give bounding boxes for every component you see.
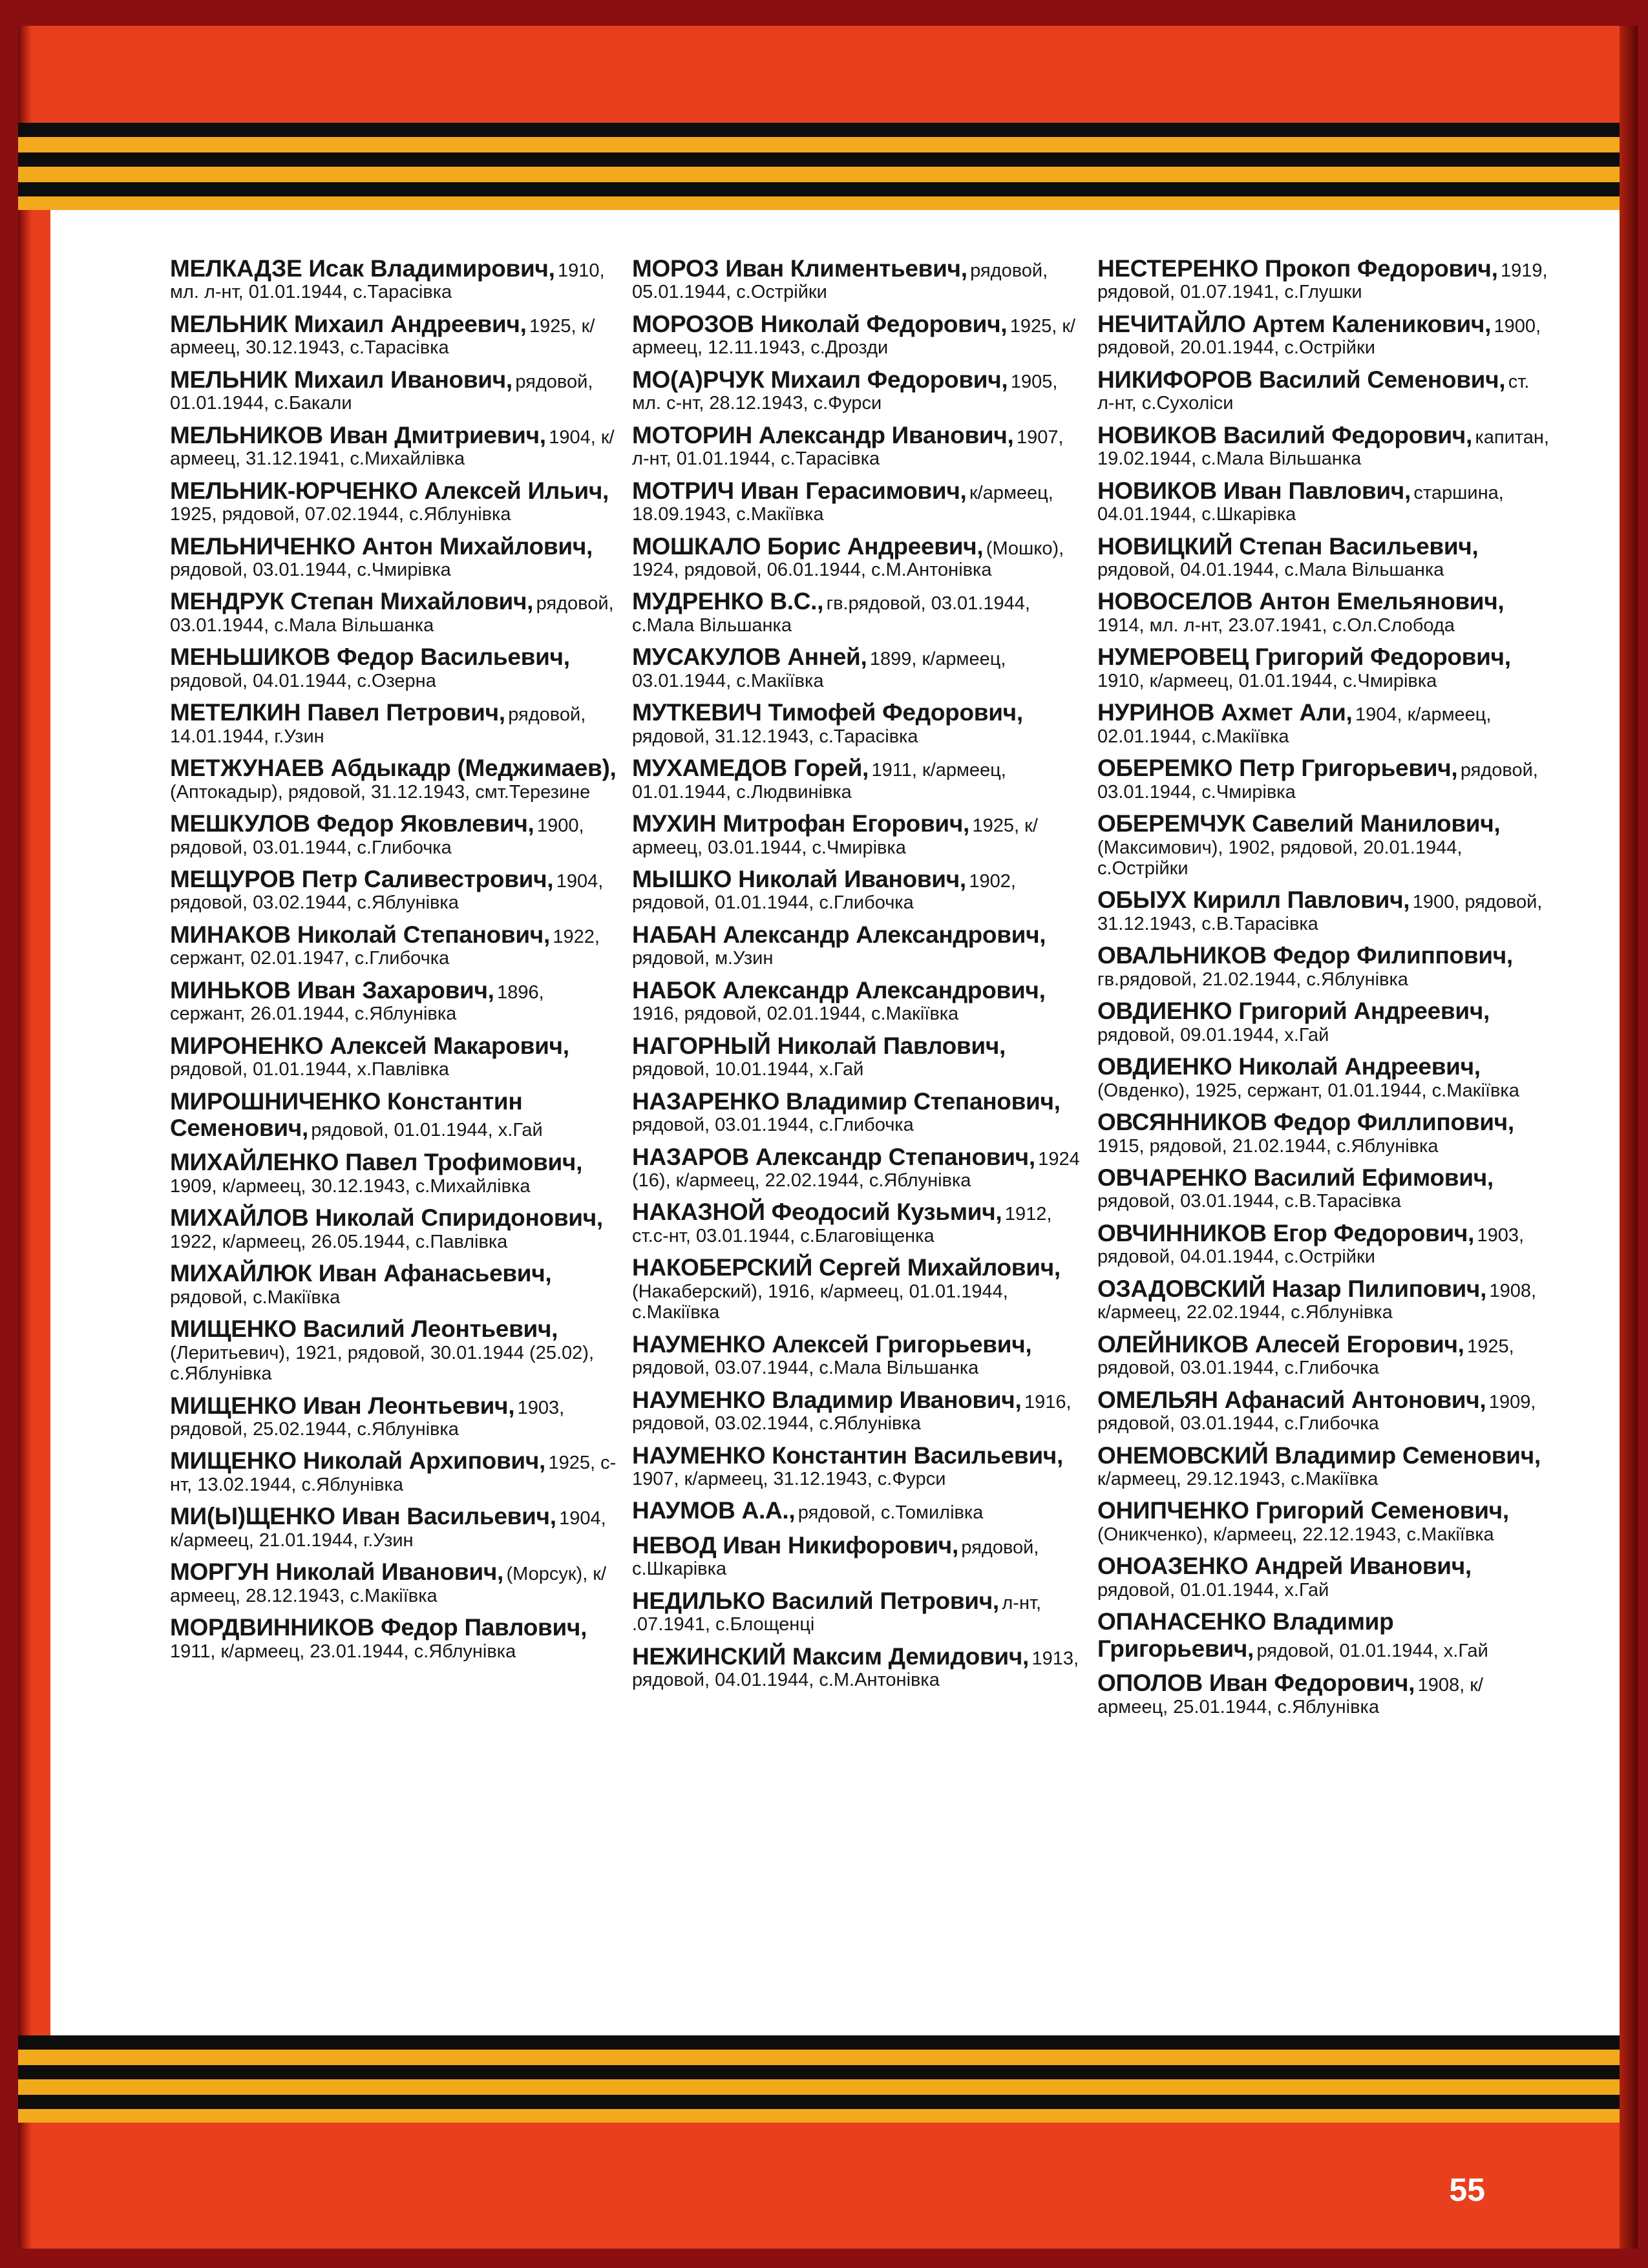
entry-details: рядовой, 05.01.1944, с.Острійки [632,260,1048,303]
entry-name: НАУМЕНКО Константин Васильевич, [632,1442,1063,1469]
list-item [1097,1331,1550,1379]
entry-name: НУМЕРОВЕЦ Григорий Федорович, [1097,644,1511,671]
list-item [1097,644,1550,691]
list-item [170,921,622,969]
list-item [170,1204,622,1252]
entry-name: ОНЕМОВСКИЙ Владимир Семенович, [1097,1442,1541,1469]
entry-details: 1912, ст.с-нт, 03.01.1944, с.Благовіщенка [632,1204,1052,1246]
list-item [1097,998,1550,1045]
entry-name: МОТРИЧ Иван Герасимович, [632,477,967,504]
page-number: 55 [1449,2172,1485,2208]
entry-details: рядовой, 03.01.1944, с.В.Тарасівка [1097,1191,1401,1212]
entry-name: МИХАЙЛОВ Николай Спиридонович, [170,1204,603,1232]
entry-name: МОРГУН Николай Иванович, [170,1559,503,1586]
entry-details: рядовой, 04.01.1944, с.Мала Вільшанка [1097,559,1444,580]
entry-details: (Оникченко), к/армеец, 22.12.1943, с.Макіївка [1097,1524,1494,1545]
entry-details: 1925, к/армеец, 12.11.1943, с.Дрозди [632,315,1076,359]
list-item [1097,311,1550,359]
entry-name: МОТОРИН Александр Иванович, [632,421,1014,448]
entry-name: МЕЩУРОВ Петр Саливестрович, [170,865,554,892]
entry-details: рядовой, с.Томилівка [798,1502,984,1524]
entry-details: 1909, к/армеец, 30.12.1943, с.Михайлівка [170,1175,531,1197]
list-item [632,1254,1084,1323]
list-item [1097,887,1550,934]
list-item [632,644,1084,691]
list-item [1097,1387,1550,1434]
entry-details: 1924 (16), к/армеец, 22.02.1944, с.Яблунівка [632,1148,1080,1191]
entry-details: 1900, рядовой, 31.12.1943, с.В.Тарасівка [1097,892,1543,934]
entry-details: рядовой, с.Шкарівка [632,1537,1039,1580]
list-item [632,422,1084,470]
list-item [170,422,622,470]
list-item [632,1532,1084,1580]
entry-details: 1925, к/армеец, 03.01.1944, с.Чмирівка [632,815,1038,858]
entry-name: МИХАЙЛЕНКО Павел Трофимович, [170,1149,583,1176]
entry-name: НАКАЗНОЙ Феодосий Кузьмич, [632,1199,1002,1226]
entry-name: ОБЕРЕМЧУК Савелий Манилович, [1097,810,1501,837]
entry-name: МЕЛЬНИЧЕНКО Антон Михайлович, [170,532,593,560]
entry-name: МИЩЕНКО Василий Леонтьевич, [170,1316,558,1343]
entry-details: рядовой, 03.01.1944, с.Глибочка [632,1115,914,1136]
entry-details: (Морсук), к/армеец, 28.12.1943, с.Макіївка [170,1564,607,1606]
list-item [170,1088,622,1142]
list-item [632,255,1084,303]
entry-details: рядовой, 01.01.1944, с.Бакали [170,371,593,414]
entry-details: рядовой, 03.01.1944, с.Чмирівка [170,559,451,580]
entry-details: рядовой, 04.01.1944, с.Озерна [170,670,436,691]
entry-name: МЕЛЬНИК Михаил Иванович, [170,366,512,393]
list-item [1097,533,1550,581]
list-item [1097,1608,1550,1662]
entry-name: МИНАКОВ Николай Степанович, [170,921,550,948]
entry-details: рядовой, 01.01.1944, х.Павлівка [170,1059,449,1080]
list-item [632,311,1084,359]
entry-name: НАУМЕНКО Владимир Иванович, [632,1386,1022,1413]
entry-details: 1922, к/армеец, 26.05.1944, с.Павлівка [170,1231,508,1252]
entry-name: МУХАМЕДОВ Горей, [632,755,869,782]
entry-name: МУСАКУЛОВ Анней, [632,644,867,671]
entry-name: НЕЖИНСКИЙ Максим Демидович, [632,1643,1030,1670]
entry-details: рядовой, 10.01.1944, х.Гай [632,1059,864,1080]
entry-name: МЕНЬШИКОВ Федор Васильевич, [170,644,570,671]
entry-name: МЕШКУЛОВ Федор Яковлевич, [170,810,534,837]
entry-name: МЕЛЬНИК Михаил Андреевич, [170,310,527,337]
entry-details: 1919, рядовой, 01.07.1941, с.Глушки [1097,260,1548,303]
list-item [170,1316,622,1384]
entry-name: МИХАЙЛЮК Иван Афанасьевич, [170,1260,552,1287]
list-item [632,1088,1084,1136]
list-item [170,533,622,581]
entry-details: 1910, мл. л-нт, 01.01.1944, с.Тарасівка [170,260,605,303]
list-item [1097,755,1550,803]
ribbon-top [18,123,1620,210]
entry-name: МОРОЗОВ Николай Федорович, [632,310,1008,337]
entry-details: рядовой, 03.07.1944, с.Мала Вільшанка [632,1358,979,1379]
list-item [1097,422,1550,470]
entry-details: ст. л-нт, с.Сухоліси [1097,371,1530,414]
entry-name: НОВИКОВ Иван Павлович, [1097,477,1411,504]
list-item [632,977,1084,1025]
entry-name: НИКИФОРОВ Василий Семенович, [1097,366,1506,393]
entry-details: к/армеец, 29.12.1943, с.Макіївка [1097,1468,1379,1489]
entry-name: НАУМЕНКО Алексей Григорьевич, [632,1330,1032,1358]
list-item [1097,1553,1550,1601]
entry-details: 1909, рядовой, 03.01.1944, с.Глибочка [1097,1391,1536,1434]
list-item [170,755,622,803]
entry-name: НАБОК Александр Александрович, [632,976,1046,1003]
list-item [170,977,622,1025]
list-item [170,1503,622,1551]
ribbon-bottom [18,2035,1620,2123]
entry-details: рядовой, 14.01.1944, г.Узин [170,704,586,747]
entry-name: МЫШКО Николай Иванович, [632,865,966,892]
entry-details: (Накаберский), 1916, к/армеец, 01.01.1944, с.Макіївка [632,1281,1008,1323]
list-item [1097,1220,1550,1268]
entry-details: гв.рядовой, 03.01.1944, с.Мала Вільшанка [632,593,1030,636]
entry-name: НЕЧИТАЙЛО Артем Каленикович, [1097,310,1492,337]
entry-details: 1900, рядовой, 20.01.1944, с.Острійки [1097,315,1541,359]
entry-name: МОШКАЛО Борис Андреевич, [632,532,984,560]
entry-name: НУРИНОВ Ахмет Али, [1097,699,1353,726]
entry-details: 1907, л-нт, 01.01.1944, с.Тарасівка [632,426,1064,470]
entry-name: МЕЛЬНИКОВ Иван Дмитриевич, [170,421,546,448]
entry-details: 1925, рядовой, 03.01.1944, с.Глибочка [1097,1336,1514,1379]
list-item [632,366,1084,414]
list-item [632,478,1084,525]
entry-name: МИНЬКОВ Иван Захарович, [170,976,494,1003]
list-item [632,1199,1084,1246]
entry-details: рядовой, 01.01.1944, х.Гай [1097,1579,1329,1601]
list-item [632,1033,1084,1080]
list-item [1097,1670,1550,1717]
list-item [170,366,622,414]
entry-details: 1913, рядовой, 04.01.1944, с.М.Антонівка [632,1648,1079,1691]
entry-name: ОВЧИННИКОВ Егор Федорович, [1097,1219,1475,1246]
entry-name: МИЩЕНКО Николай Архипович, [170,1447,546,1475]
list-item [1097,942,1550,990]
entry-name: НАЗАРОВ Александр Степанович, [632,1143,1035,1170]
list-item [632,699,1084,747]
list-item [1097,255,1550,303]
entry-name: НЕСТЕРЕНКО Прокоп Федорович, [1097,255,1498,282]
entry-name: НОВИЦКИЙ Степан Васильевич, [1097,532,1479,560]
list-item [170,866,622,914]
list-item [170,588,622,636]
list-item [632,1144,1084,1192]
entry-name: НАУМОВ А.А., [632,1497,796,1524]
list-item [632,588,1084,636]
entry-name: НЕДИЛЬКО Василий Петрович, [632,1587,999,1614]
entry-details: 1900, рядовой, 03.01.1944, с.Глибочка [170,815,584,858]
list-item [170,255,622,303]
page [18,26,1620,2249]
list-item [170,478,622,525]
entry-name: МЕТЖУНАЕВ Абдыкадр (Меджимаев), [170,755,617,782]
entry-details: 1905, мл. с-нт, 28.12.1943, с.Фурси [632,371,1058,414]
entry-name: ОБЕРЕМКО Петр Григорьевич, [1097,755,1458,782]
entry-details: 1925, к/армеец, 30.12.1943, с.Тарасівка [170,315,595,359]
entry-name: МО(А)РЧУК Михаил Федорович, [632,366,1008,393]
list-item [1097,1276,1550,1323]
entry-name: МИРОНЕНКО Алексей Макарович, [170,1032,569,1059]
entry-name: НАБАН Александр Александрович, [632,921,1046,948]
entry-details: гв.рядовой, 21.02.1944, с.Яблунівка [1097,969,1408,990]
entry-name: МУХИН Митрофан Егорович, [632,810,970,837]
list-item [1097,588,1550,636]
entry-details: 1902, рядовой, 01.01.1944, с.Глибочка [632,870,1016,914]
entry-name: НАКОБЕРСКИЙ Сергей Михайлович, [632,1254,1061,1281]
column-1 [170,255,622,1670]
list-item [1097,1164,1550,1212]
entry-details: рядовой, м.Узин [632,948,774,969]
entry-name: МУТКЕВИЧ Тимофей Федорович, [632,699,1023,726]
entry-details: 1904, к/армеец, 02.01.1944, с.Макіївка [1097,704,1492,747]
entry-details: (Мошко), 1924, рядовой, 06.01.1944, с.М.Антонівка [632,538,1064,580]
list-item [632,866,1084,914]
entry-name: НОВОСЕЛОВ Антон Емельянович, [1097,588,1505,615]
list-item [170,1559,622,1606]
entry-details: 1916, рядовой, 02.01.1944, с.Макіївка [632,1003,959,1025]
entry-details: (Овденко), 1925, сержант, 01.01.1944, с.Макіївка [1097,1080,1519,1101]
entry-details: 1925, рядовой, 07.02.1944, с.Яблунівка [170,504,511,525]
entry-name: ОВДИЕНКО Григорий Андреевич, [1097,998,1490,1025]
entry-name: НОВИКОВ Василий Федорович, [1097,421,1472,448]
list-item [632,755,1084,803]
entry-name: ОПАНАСЕНКО Владимир Григорьевич, [1097,1608,1394,1662]
entry-name: МЕЛКАДЗЕ Исак Владимирович, [170,255,555,282]
entry-details: 1908, к/армеец, 25.01.1944, с.Яблунівка [1097,1675,1483,1717]
entry-details: 1910, к/армеец, 01.01.1944, с.Чмирівка [1097,670,1437,691]
entry-details: рядовой, 03.01.1944, с.Мала Вільшанка [170,593,614,636]
entry-details: 1907, к/армеец, 31.12.1943, с.Фурси [632,1468,946,1489]
list-item [170,644,622,691]
entry-details: рядовой, 09.01.1944, х.Гай [1097,1024,1329,1045]
list-item [632,1643,1084,1691]
entry-name: ОВСЯННИКОВ Федор Филлипович, [1097,1109,1514,1136]
entry-details: 1904, к/армеец, 31.12.1941, с.Михайлівка [170,426,615,470]
entry-details: 1922, сержант, 02.01.1947, с.Глибочка [170,926,600,969]
entry-name: ОВДИЕНКО Николай Андреевич, [1097,1053,1481,1080]
entry-name: МЕЛЬНИК-ЮРЧЕНКО Алексей Ильич, [170,477,609,504]
entry-details: 1903, рядовой, 25.02.1944, с.Яблунівка [170,1397,565,1440]
list-item [1097,1109,1550,1157]
entry-details: 1916, рядовой, 03.02.1944, с.Яблунівка [632,1391,1072,1434]
entry-name: ОЗАДОВСКИЙ Назар Пилипович, [1097,1275,1487,1302]
list-item [1097,699,1550,747]
entry-name: МОРДВИННИКОВ Федор Павлович, [170,1614,587,1641]
entry-details: 1908, к/армеец, 22.02.1944, с.Яблунівка [1097,1280,1537,1323]
list-item [170,1447,622,1495]
entry-details: 1899, к/армеец, 03.01.1944, с.Макіївка [632,649,1006,691]
entry-name: НАЗАРЕНКО Владимир Степанович, [632,1087,1061,1115]
entry-name: МИЩЕНКО Иван Леонтьевич, [170,1392,515,1419]
entry-details: 1925, с-нт, 13.02.1944, с.Яблунівка [170,1453,617,1495]
content-panel [50,210,1620,2035]
entry-details: 1914, мл. л-нт, 23.07.1941, с.Ол.Слобода [1097,614,1455,636]
book-spine [18,26,32,2249]
list-item [1097,478,1550,525]
list-item [1097,1053,1550,1101]
entry-name: ОБЫУХ Кирилл Павлович, [1097,887,1410,914]
entry-name: МУДРЕНКО В.С., [632,588,824,615]
entry-name: НАГОРНЫЙ Николай Павлович, [632,1032,1006,1059]
entry-details: (Максимович), 1902, рядовой, 20.01.1944, с.Острійки [1097,837,1463,879]
list-item [1097,810,1550,879]
entry-name: ОНИПЧЕНКО Григорий Семенович, [1097,1497,1509,1524]
entry-name: МЕТЕЛКИН Павел Петрович, [170,699,505,726]
entry-details: 1915, рядовой, 21.02.1944, с.Яблунівка [1097,1135,1439,1157]
list-item [632,921,1084,969]
entry-details: капитан, 19.02.1944, с.Мала Вільшанка [1097,426,1549,470]
entry-details: (Леритьевич), 1921, рядовой, 30.01.1944 (25.02), с.Яблунівка [170,1342,594,1385]
list-item [170,1392,622,1440]
entry-details: старшина, 04.01.1944, с.Шкарівка [1097,482,1504,525]
page-edge [1620,26,1638,2249]
list-item [632,1588,1084,1635]
list-item [632,1497,1084,1524]
entry-details: рядовой, 01.01.1944, х.Гай [311,1120,543,1141]
list-item [632,1442,1084,1490]
entry-details: 1903, рядовой, 04.01.1944, с.Острійки [1097,1224,1525,1268]
entry-name: МЕНДРУК Степан Михайлович, [170,588,534,615]
entry-name: ОВЧАРЕНКО Василий Ефимович, [1097,1164,1494,1191]
entry-details: рядовой, 01.01.1944, х.Гай [1256,1640,1488,1661]
entry-name: ОНОАЗЕНКО Андрей Иванович, [1097,1553,1472,1580]
entry-name: МИРОШНИЧЕНКО Константин Семенович, [170,1087,523,1142]
list-item [632,1387,1084,1434]
list-item [170,311,622,359]
entry-name: МОРОЗ Иван Климентьевич, [632,255,967,282]
entry-details: (Аптокадыр), рядовой, 31.12.1943, смт.Терезине [170,781,591,803]
list-item [632,533,1084,581]
list-item [170,1149,622,1197]
column-2 [632,255,1084,1699]
entry-details: 1896, сержант, 26.01.1944, с.Яблунівка [170,982,544,1025]
entry-details: л-нт, .07.1941, с.Блощенці [632,1592,1042,1635]
entry-details: рядовой, 03.01.1944, с.Чмирівка [1097,760,1538,803]
list-item [170,1614,622,1662]
entry-details: 1904, рядовой, 03.02.1944, с.Яблунівка [170,870,604,914]
list-item [170,699,622,747]
entry-name: НЕВОД Иван Никифорович, [632,1531,958,1559]
list-item [1097,1442,1550,1490]
list-item [170,1260,622,1308]
column-3 [1097,255,1550,1725]
list-item [632,1331,1084,1379]
list-item [170,810,622,858]
entry-name: ОПОЛОВ Иван Федорович, [1097,1670,1415,1697]
entry-details: рядовой, 31.12.1943, с.Тарасівка [632,726,918,747]
list-item [1097,366,1550,414]
entry-details: 1911, к/армеец, 23.01.1944, с.Яблунівка [170,1641,516,1662]
entry-name: ОМЕЛЬЯН Афанасий Антонович, [1097,1386,1486,1413]
entry-details: рядовой, с.Макіївка [170,1286,341,1308]
entry-name: МИ(Ы)ЩЕНКО Иван Васильевич, [170,1503,556,1530]
entry-details: к/армеец, 18.09.1943, с.Макіївка [632,482,1053,525]
entry-name: ОВАЛЬНИКОВ Федор Филиппович, [1097,942,1513,969]
entry-name: ОЛЕЙНИКОВ Алесей Егорович, [1097,1330,1464,1358]
entry-details: 1911, к/армеец, 01.01.1944, с.Людвинівка [632,760,1006,803]
list-item [632,810,1084,858]
entry-details: 1904, к/армеец, 21.01.1944, г.Узин [170,1508,606,1551]
list-item [1097,1497,1550,1545]
list-item [170,1033,622,1080]
